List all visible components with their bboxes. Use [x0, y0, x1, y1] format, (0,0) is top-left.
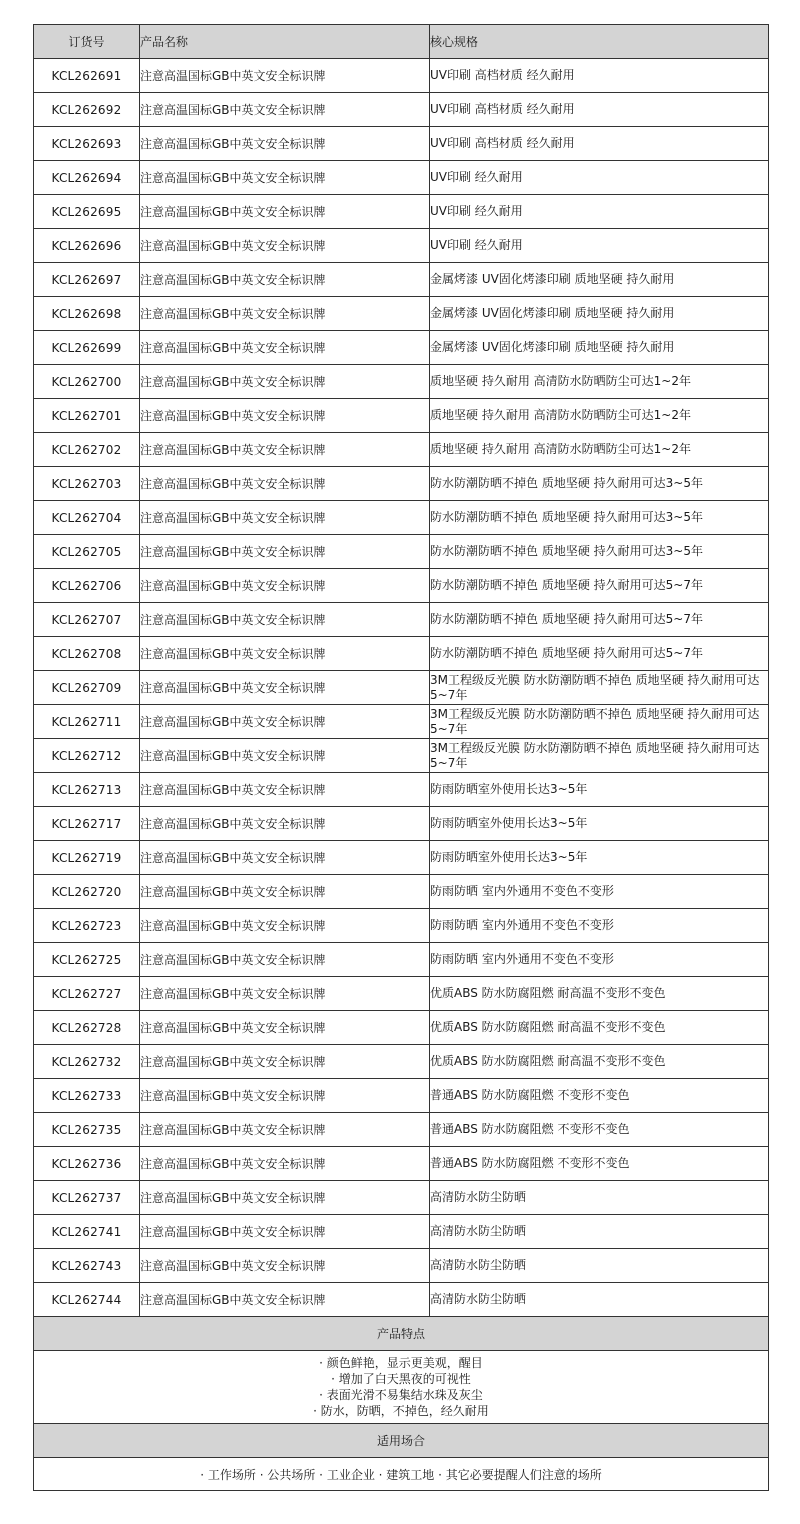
table-row: [34, 263, 769, 297]
product-name-cell: 注意高温国标GB中英文安全标识牌: [140, 705, 430, 739]
feature-item: · 颜色鲜艳，显示更美观，醒目: [319, 1356, 483, 1370]
table-row: [34, 739, 769, 773]
spec-cell: 防水防潮防晒不掉色 质地坚硬 持久耐用可达3~5年: [430, 467, 769, 501]
table-row: [34, 535, 769, 569]
order-code-cell: KCL262717: [34, 807, 140, 841]
order-code-cell: KCL262706: [34, 569, 140, 603]
order-code-cell: KCL262696: [34, 229, 140, 263]
table-row: [34, 229, 769, 263]
spec-cell: 金属烤漆 UV固化烤漆印刷 质地坚硬 持久耐用: [430, 263, 769, 297]
header-name: 产品名称: [140, 25, 430, 59]
product-name-cell: 注意高温国标GB中英文安全标识牌: [140, 365, 430, 399]
order-code-cell: KCL262703: [34, 467, 140, 501]
product-spec-table: [33, 24, 769, 1491]
table-row: [34, 875, 769, 909]
product-name-cell: 注意高温国标GB中英文安全标识牌: [140, 1181, 430, 1215]
spec-cell: 普通ABS 防水防腐阻燃 不变形不变色: [430, 1113, 769, 1147]
spec-cell: 高清防水防尘防晒: [430, 1215, 769, 1249]
product-name-cell: 注意高温国标GB中英文安全标识牌: [140, 331, 430, 365]
spec-cell: 防雨防晒室外使用长达3~5年: [430, 773, 769, 807]
spec-cell: 防水防潮防晒不掉色 质地坚硬 持久耐用可达5~7年: [430, 637, 769, 671]
order-code-cell: KCL262720: [34, 875, 140, 909]
product-name-cell: 注意高温国标GB中英文安全标识牌: [140, 195, 430, 229]
table-row: [34, 297, 769, 331]
table-row: [34, 977, 769, 1011]
product-name-cell: 注意高温国标GB中英文安全标识牌: [140, 569, 430, 603]
table-row: [34, 1181, 769, 1215]
header-spec: 核心规格: [430, 25, 769, 59]
table-row: [34, 943, 769, 977]
scenes-text: · 工作场所 · 公共场所 · 工业企业 · 建筑工地 · 其它必要提醒人们注意的场所: [34, 1458, 769, 1491]
table-row: [34, 603, 769, 637]
order-code-cell: KCL262693: [34, 127, 140, 161]
features-cell: [34, 1351, 769, 1424]
spec-cell: 防水防潮防晒不掉色 质地坚硬 持久耐用可达3~5年: [430, 501, 769, 535]
product-name-cell: 注意高温国标GB中英文安全标识牌: [140, 637, 430, 671]
order-code-cell: KCL262691: [34, 59, 140, 93]
spec-cell: 优质ABS 防水防腐阻燃 耐高温不变形不变色: [430, 1011, 769, 1045]
table-row: [34, 195, 769, 229]
table-row: [34, 1147, 769, 1181]
table-row: [34, 1045, 769, 1079]
product-name-cell: 注意高温国标GB中英文安全标识牌: [140, 93, 430, 127]
product-name-cell: 注意高温国标GB中英文安全标识牌: [140, 1113, 430, 1147]
table-row: [34, 1283, 769, 1317]
table-row: [34, 773, 769, 807]
product-name-cell: 注意高温国标GB中英文安全标识牌: [140, 297, 430, 331]
product-name-cell: 注意高温国标GB中英文安全标识牌: [140, 977, 430, 1011]
feature-item: · 增加了白天黑夜的可视性: [331, 1372, 471, 1386]
product-name-cell: 注意高温国标GB中英文安全标识牌: [140, 127, 430, 161]
order-code-cell: KCL262700: [34, 365, 140, 399]
product-name-cell: 注意高温国标GB中英文安全标识牌: [140, 1045, 430, 1079]
table-row: [34, 1079, 769, 1113]
product-name-cell: 注意高温国标GB中英文安全标识牌: [140, 161, 430, 195]
spec-cell: 3M工程级反光膜 防水防潮防晒不掉色 质地坚硬 持久耐用可达5~7年: [430, 739, 769, 773]
order-code-cell: KCL262711: [34, 705, 140, 739]
spec-cell: 高清防水防尘防晒: [430, 1249, 769, 1283]
spec-cell: 防雨防晒室外使用长达3~5年: [430, 841, 769, 875]
table-row: [34, 671, 769, 705]
spec-cell: 防雨防晒 室内外通用不变色不变形: [430, 909, 769, 943]
scenes-title-row: [34, 1424, 769, 1458]
spec-cell: 防水防潮防晒不掉色 质地坚硬 持久耐用可达5~7年: [430, 569, 769, 603]
table-row: [34, 399, 769, 433]
spec-cell: 高清防水防尘防晒: [430, 1283, 769, 1317]
table-row: [34, 59, 769, 93]
order-code-cell: KCL262732: [34, 1045, 140, 1079]
table-row: [34, 909, 769, 943]
order-code-cell: KCL262728: [34, 1011, 140, 1045]
order-code-cell: KCL262698: [34, 297, 140, 331]
spec-cell: 金属烤漆 UV固化烤漆印刷 质地坚硬 持久耐用: [430, 331, 769, 365]
product-name-cell: 注意高温国标GB中英文安全标识牌: [140, 739, 430, 773]
order-code-cell: KCL262723: [34, 909, 140, 943]
table-row: [34, 637, 769, 671]
order-code-cell: KCL262694: [34, 161, 140, 195]
product-name-cell: 注意高温国标GB中英文安全标识牌: [140, 807, 430, 841]
order-code-cell: KCL262743: [34, 1249, 140, 1283]
scenes-row: [34, 1458, 769, 1491]
table-row: [34, 841, 769, 875]
order-code-cell: KCL262741: [34, 1215, 140, 1249]
table-row: [34, 705, 769, 739]
product-name-cell: 注意高温国标GB中英文安全标识牌: [140, 263, 430, 297]
order-code-cell: KCL262708: [34, 637, 140, 671]
feature-item: · 防水，防晒，不掉色，经久耐用: [313, 1404, 489, 1418]
product-name-cell: 注意高温国标GB中英文安全标识牌: [140, 399, 430, 433]
features-row: [34, 1351, 769, 1424]
spec-cell: 3M工程级反光膜 防水防潮防晒不掉色 质地坚硬 持久耐用可达5~7年: [430, 705, 769, 739]
product-name-cell: 注意高温国标GB中英文安全标识牌: [140, 1215, 430, 1249]
order-code-cell: KCL262713: [34, 773, 140, 807]
table-row: [34, 1011, 769, 1045]
product-name-cell: 注意高温国标GB中英文安全标识牌: [140, 433, 430, 467]
order-code-cell: KCL262705: [34, 535, 140, 569]
order-code-cell: KCL262707: [34, 603, 140, 637]
table-row: [34, 365, 769, 399]
spec-cell: 防雨防晒 室内外通用不变色不变形: [430, 943, 769, 977]
order-code-cell: KCL262725: [34, 943, 140, 977]
table-row: [34, 433, 769, 467]
product-name-cell: 注意高温国标GB中英文安全标识牌: [140, 1249, 430, 1283]
order-code-cell: KCL262712: [34, 739, 140, 773]
table-row: [34, 501, 769, 535]
table-row: [34, 807, 769, 841]
spec-cell: 质地坚硬 持久耐用 高清防水防晒防尘可达1~2年: [430, 399, 769, 433]
product-name-cell: 注意高温国标GB中英文安全标识牌: [140, 841, 430, 875]
spec-cell: 金属烤漆 UV固化烤漆印刷 质地坚硬 持久耐用: [430, 297, 769, 331]
product-name-cell: 注意高温国标GB中英文安全标识牌: [140, 1011, 430, 1045]
spec-cell: UV印刷 经久耐用: [430, 229, 769, 263]
order-code-cell: KCL262699: [34, 331, 140, 365]
table-row: [34, 467, 769, 501]
spec-cell: UV印刷 经久耐用: [430, 195, 769, 229]
spec-cell: 优质ABS 防水防腐阻燃 耐高温不变形不变色: [430, 977, 769, 1011]
product-name-cell: 注意高温国标GB中英文安全标识牌: [140, 773, 430, 807]
spec-cell: UV印刷 高档材质 经久耐用: [430, 127, 769, 161]
table-header-row: [34, 25, 769, 59]
product-name-cell: 注意高温国标GB中英文安全标识牌: [140, 909, 430, 943]
order-code-cell: KCL262744: [34, 1283, 140, 1317]
order-code-cell: KCL262737: [34, 1181, 140, 1215]
order-code-cell: KCL262704: [34, 501, 140, 535]
order-code-cell: KCL262736: [34, 1147, 140, 1181]
spec-cell: UV印刷 高档材质 经久耐用: [430, 93, 769, 127]
product-name-cell: 注意高温国标GB中英文安全标识牌: [140, 671, 430, 705]
table-row: [34, 127, 769, 161]
features-title-row: [34, 1317, 769, 1351]
table-row: [34, 1249, 769, 1283]
table-row: [34, 93, 769, 127]
spec-cell: 普通ABS 防水防腐阻燃 不变形不变色: [430, 1147, 769, 1181]
product-name-cell: 注意高温国标GB中英文安全标识牌: [140, 535, 430, 569]
product-name-cell: 注意高温国标GB中英文安全标识牌: [140, 229, 430, 263]
product-name-cell: 注意高温国标GB中英文安全标识牌: [140, 603, 430, 637]
product-name-cell: 注意高温国标GB中英文安全标识牌: [140, 59, 430, 93]
order-code-cell: KCL262733: [34, 1079, 140, 1113]
order-code-cell: KCL262735: [34, 1113, 140, 1147]
spec-cell: 3M工程级反光膜 防水防潮防晒不掉色 质地坚硬 持久耐用可达5~7年: [430, 671, 769, 705]
order-code-cell: KCL262719: [34, 841, 140, 875]
spec-cell: 质地坚硬 持久耐用 高清防水防晒防尘可达1~2年: [430, 433, 769, 467]
order-code-cell: KCL262695: [34, 195, 140, 229]
order-code-cell: KCL262727: [34, 977, 140, 1011]
table-row: [34, 1215, 769, 1249]
spec-cell: 质地坚硬 持久耐用 高清防水防晒防尘可达1~2年: [430, 365, 769, 399]
order-code-cell: KCL262701: [34, 399, 140, 433]
spec-cell: 优质ABS 防水防腐阻燃 耐高温不变形不变色: [430, 1045, 769, 1079]
table-row: [34, 1113, 769, 1147]
spec-cell: 高清防水防尘防晒: [430, 1181, 769, 1215]
feature-item: · 表面光滑不易集结水珠及灰尘: [319, 1388, 483, 1402]
spec-cell: 普通ABS 防水防腐阻燃 不变形不变色: [430, 1079, 769, 1113]
spec-cell: UV印刷 经久耐用: [430, 161, 769, 195]
table-row: [34, 569, 769, 603]
header-code: 订货号: [34, 25, 140, 59]
product-name-cell: 注意高温国标GB中英文安全标识牌: [140, 943, 430, 977]
product-name-cell: 注意高温国标GB中英文安全标识牌: [140, 1079, 430, 1113]
order-code-cell: KCL262697: [34, 263, 140, 297]
features-title: 产品特点: [34, 1317, 769, 1351]
product-name-cell: 注意高温国标GB中英文安全标识牌: [140, 467, 430, 501]
table-row: [34, 161, 769, 195]
spec-cell: 防水防潮防晒不掉色 质地坚硬 持久耐用可达5~7年: [430, 603, 769, 637]
table-row: [34, 331, 769, 365]
spec-cell: 防雨防晒室外使用长达3~5年: [430, 807, 769, 841]
spec-cell: UV印刷 高档材质 经久耐用: [430, 59, 769, 93]
spec-cell: 防雨防晒 室内外通用不变色不变形: [430, 875, 769, 909]
order-code-cell: KCL262709: [34, 671, 140, 705]
product-name-cell: 注意高温国标GB中英文安全标识牌: [140, 875, 430, 909]
order-code-cell: KCL262702: [34, 433, 140, 467]
spec-cell: 防水防潮防晒不掉色 质地坚硬 持久耐用可达3~5年: [430, 535, 769, 569]
scenes-title: 适用场合: [34, 1424, 769, 1458]
product-name-cell: 注意高温国标GB中英文安全标识牌: [140, 1147, 430, 1181]
product-name-cell: 注意高温国标GB中英文安全标识牌: [140, 1283, 430, 1317]
order-code-cell: KCL262692: [34, 93, 140, 127]
product-name-cell: 注意高温国标GB中英文安全标识牌: [140, 501, 430, 535]
